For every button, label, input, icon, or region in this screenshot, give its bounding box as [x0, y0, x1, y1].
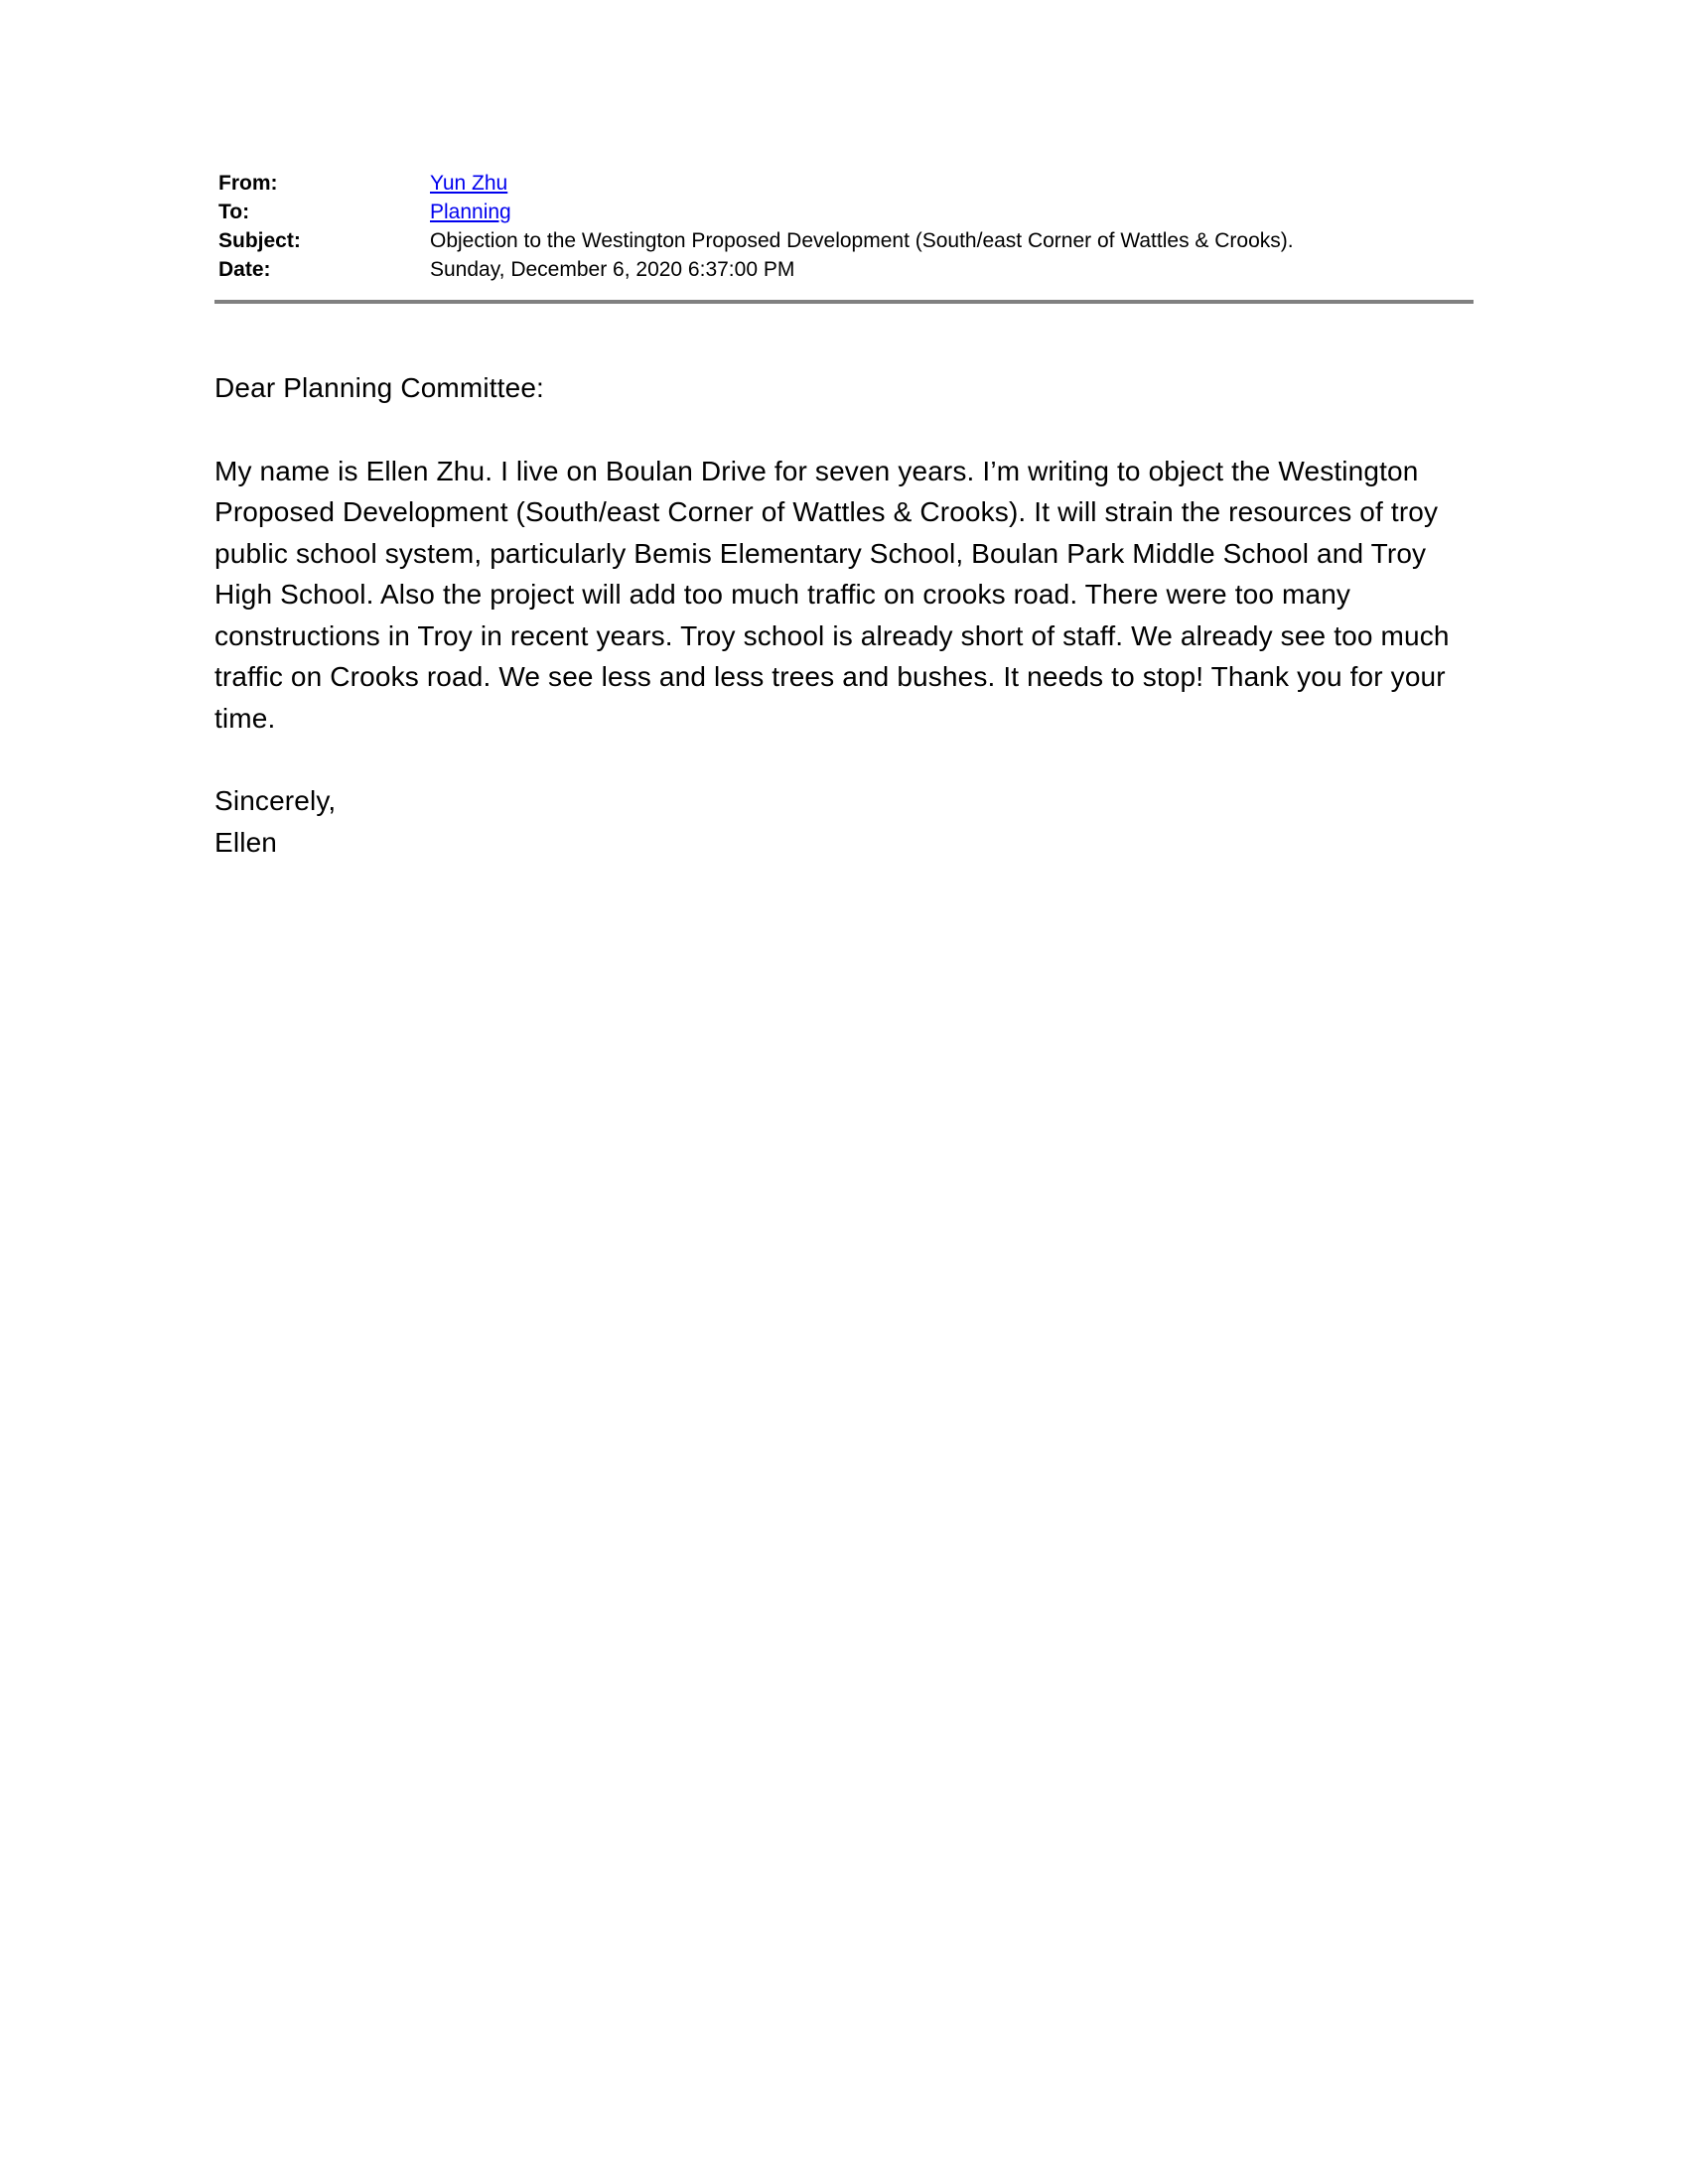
signature: Ellen — [214, 826, 278, 858]
from-link[interactable]: Yun Zhu — [430, 172, 508, 195]
date-row — [218, 255, 1470, 284]
from-row — [218, 169, 1470, 198]
date-value: Sunday, December 6, 2020 6:37:00 PM — [430, 258, 795, 281]
to-label: To: — [218, 201, 250, 223]
from-label: From: — [218, 172, 278, 195]
email-body — [214, 367, 1471, 863]
header-divider — [214, 300, 1474, 304]
to-row — [218, 198, 1470, 226]
closing: Sincerely, — [214, 785, 337, 816]
email-header — [218, 169, 1470, 284]
greeting: Dear Planning Committee: — [214, 372, 544, 403]
date-label: Date: — [218, 258, 271, 281]
to-link[interactable]: Planning — [430, 201, 511, 223]
subject-label: Subject: — [218, 229, 301, 252]
body-paragraph: My name is Ellen Zhu. I live on Boulan Drive for seven years. I’m writing to object the Westington Proposed Development (South/east Corner of Wattles & Crooks). It will strain the resources of troy public school system, particularly Bemis Elementary School, Boulan Park Middle School and Troy High School. Also the project will add too much traffic on crooks road. There were too many constructions in Troy in recent years. Troy school is already short of staff. We already see too much traffic on Crooks road. We see less and less trees and bushes. It needs to stop! Thank you for your time. — [214, 455, 1450, 734]
subject-row — [218, 226, 1470, 255]
subject-value: Objection to the Westington Proposed Development (South/east Corner of Wattles & Crooks). — [430, 229, 1294, 252]
